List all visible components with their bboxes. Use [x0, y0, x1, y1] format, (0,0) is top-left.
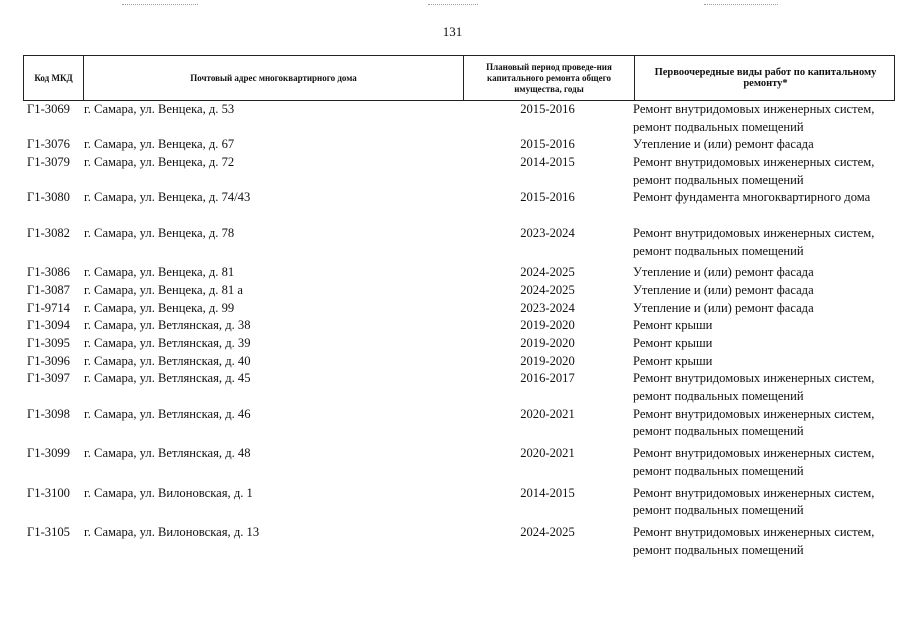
cell-works: [633, 225, 895, 264]
cell-works: [633, 445, 895, 484]
works-line: ремонт подвальных помещений: [633, 463, 804, 478]
cell-period: 2024-2025: [520, 524, 575, 539]
cell-address: г. Самара, ул. Вилоновская, д. 1: [84, 485, 253, 500]
cell-period: 2023-2024: [520, 300, 575, 315]
cell-period: 2019-2020: [520, 353, 575, 368]
cell-works: [633, 189, 895, 224]
cell-code: Г1-3086: [27, 265, 70, 280]
cell-code: Г1-3076: [27, 137, 70, 152]
works-line: Утепление и (или) ремонт фасада: [633, 265, 814, 280]
cell-address: г. Самара, ул. Ветлянская, д. 38: [84, 318, 251, 333]
cell-works: [633, 101, 895, 136]
cell-works: [633, 282, 895, 300]
table-row: [23, 282, 895, 300]
works-line: ремонт подвальных помещений: [633, 119, 804, 134]
table-row: [23, 154, 895, 189]
cell-period: 2015-2016: [520, 137, 575, 152]
cell-code: Г1-3079: [27, 155, 70, 170]
cell-works: [633, 524, 895, 563]
page-number: 131: [442, 24, 463, 39]
cell-code: Г1-3105: [27, 524, 70, 539]
cell-address: г. Самара, ул. Венцека, д. 53: [84, 102, 235, 116]
cell-period: 2014-2015: [520, 485, 575, 500]
cell-period: 2014-2015: [520, 155, 575, 170]
capital-repair-table: [23, 55, 895, 563]
table-row: [23, 353, 895, 371]
works-line: Ремонт внутридомовых инженерных систем,: [633, 524, 875, 539]
cell-address: г. Самара, ул. Венцека, д. 72: [84, 155, 235, 170]
works-line: Ремонт крыши: [633, 353, 713, 368]
cell-code: Г1-3097: [27, 371, 70, 386]
cell-works: [633, 136, 895, 154]
cell-code: Г1-3087: [27, 282, 70, 297]
works-line: ремонт подвальных помещений: [633, 424, 804, 439]
cell-period: 2024-2025: [520, 265, 575, 280]
header-works: Первоочередные виды работ по капитальному ремонту*: [634, 56, 896, 100]
cell-period: 2020-2021: [520, 406, 575, 421]
works-line: ремонт подвальных помещений: [633, 503, 804, 518]
cell-period: 2019-2020: [520, 336, 575, 350]
cell-address: г. Самара, ул. Ветлянская, д. 46: [84, 406, 251, 421]
cell-works: [633, 300, 895, 318]
cell-works: [633, 485, 895, 524]
table-row: [23, 370, 895, 405]
table-row: [23, 485, 895, 524]
header-address: Почтовый адрес многоквартирного дома: [83, 56, 463, 100]
cell-works: [633, 154, 895, 189]
cell-code: Г1-3080: [27, 190, 70, 205]
works-line: ремонт подвальных помещений: [633, 243, 804, 258]
table-row: [23, 136, 895, 154]
cell-works: [633, 406, 895, 445]
works-line: Ремонт внутридомовых инженерных систем,: [633, 406, 875, 421]
cell-code: Г1-9714: [27, 300, 70, 315]
table-row: [23, 225, 895, 264]
works-line: ремонт подвальных помещений: [633, 389, 804, 404]
works-line: Ремонт внутридомовых инженерных систем,: [633, 102, 875, 116]
table-row: [23, 317, 895, 335]
cell-address: г. Самара, ул. Ветлянская, д. 48: [84, 446, 251, 461]
table-row: [23, 189, 895, 224]
cell-period: 2023-2024: [520, 225, 575, 240]
cell-code: Г1-3100: [27, 485, 70, 500]
works-line: ремонт подвальных помещений: [633, 542, 804, 557]
cell-code: Г1-3069: [27, 102, 70, 116]
works-line: Ремонт внутридомовых инженерных систем,: [633, 485, 875, 500]
cell-code: Г1-3082: [27, 225, 70, 240]
cell-works: [633, 353, 895, 371]
cell-address: г. Самара, ул. Вилоновская, д. 13: [84, 524, 260, 539]
works-line: Ремонт внутридомовых инженерных систем,: [633, 446, 875, 461]
cell-period: 2020-2021: [520, 446, 575, 461]
table-row: [23, 264, 895, 282]
cell-address: г. Самара, ул. Венцека, д. 67: [84, 137, 235, 152]
works-line: Утепление и (или) ремонт фасада: [633, 282, 814, 297]
works-line: Ремонт внутридомовых инженерных систем,: [633, 155, 875, 170]
cell-code: Г1-3095: [27, 336, 70, 350]
cell-address: г. Самара, ул. Венцека, д. 81: [84, 265, 235, 280]
works-line: Утепление и (или) ремонт фасада: [633, 300, 814, 315]
cell-period: 2015-2016: [520, 190, 575, 205]
cell-works: [633, 264, 895, 282]
cell-code: Г1-3098: [27, 406, 70, 421]
table-header: [23, 55, 895, 101]
table-row: [23, 335, 895, 353]
works-line: Ремонт внутридомовых инженерных систем,: [633, 371, 875, 386]
scan-top-marks: [0, 4, 905, 10]
cell-period: 2019-2020: [520, 318, 575, 333]
cell-code: Г1-3094: [27, 318, 70, 333]
table-row: [23, 300, 895, 318]
works-line: Ремонт крыши: [633, 336, 713, 350]
cell-period: 2015-2016: [520, 102, 575, 116]
works-line: Ремонт крыши: [633, 318, 713, 333]
cell-works: [633, 370, 895, 405]
header-period: Плановый период проведе-ния капитального ремонта общего имущества, годы: [463, 56, 634, 100]
cell-address: г. Самара, ул. Венцека, д. 99: [84, 300, 235, 315]
table-body: [23, 101, 895, 563]
cell-address: г. Самара, ул. Ветлянская, д. 45: [84, 371, 251, 386]
works-line: Ремонт фундамента многоквартирного дома: [633, 190, 871, 205]
table-row: [23, 445, 895, 484]
works-line: ремонт подвальных помещений: [633, 172, 804, 187]
cell-address: г. Самара, ул. Венцека, д. 74/43: [84, 190, 251, 205]
table-row: [23, 101, 895, 136]
cell-period: 2024-2025: [520, 282, 575, 297]
cell-period: 2016-2017: [520, 371, 575, 386]
cell-code: Г1-3096: [27, 353, 70, 368]
cell-address: г. Самара, ул. Ветлянская, д. 40: [84, 353, 251, 368]
table-row: [23, 406, 895, 445]
cell-address: г. Самара, ул. Венцека, д. 78: [84, 225, 235, 240]
table-row: [23, 524, 895, 563]
works-line: Ремонт внутридомовых инженерных систем,: [633, 225, 875, 240]
cell-works: [633, 335, 895, 353]
cell-address: г. Самара, ул. Венцека, д. 81 а: [84, 282, 243, 297]
cell-works: [633, 317, 895, 335]
cell-address: г. Самара, ул. Ветлянская, д. 39: [84, 336, 251, 350]
works-line: Утепление и (или) ремонт фасада: [633, 137, 814, 152]
cell-code: Г1-3099: [27, 446, 70, 461]
header-code: Код МКД: [34, 72, 73, 83]
